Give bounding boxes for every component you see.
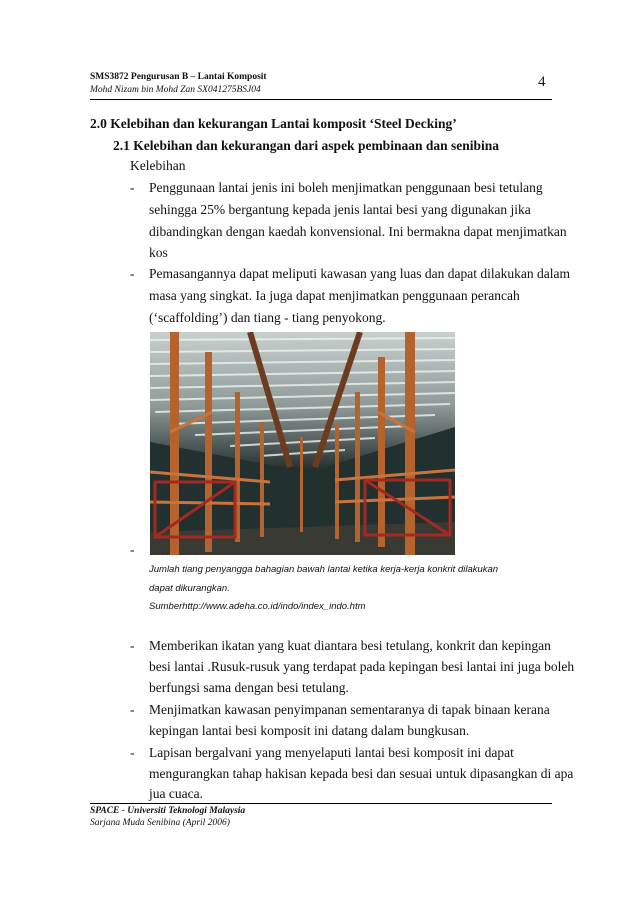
bullet-line: Memberikan ikatan yang kuat diantara besi tetulang, konkrit dan kepingan	[149, 638, 551, 653]
bullet-dash: -	[130, 638, 135, 653]
bullet-line: masa yang singkat. Ia juga dapat menjimatkan penggunaan perancah	[149, 288, 520, 303]
footer-rule	[90, 803, 552, 804]
section-subheading: 2.1 Kelebihan dan kekurangan dari aspek pembinaan dan senibina	[113, 138, 499, 153]
bullet-dash: -	[130, 702, 135, 717]
bullet-line: Menjimatkan kawasan penyimpanan sementaranya di tapak binaan kerana	[149, 702, 550, 717]
figure-caption: Jumlah tiang penyangga bahagian bawah lantai ketika kerja-kerja konkrit dilakukan	[149, 564, 499, 575]
header-rule	[90, 99, 552, 100]
bullet-line: Lapisan bergalvani yang menyelaputi lantai besi komposit ini dapat	[149, 745, 514, 760]
footer-program: Sarjana Muda Senibina (April 2006)	[90, 818, 230, 828]
bullet-line: kepingan lantai besi komposit ini datang dalam bungkusan.	[149, 723, 470, 738]
figure-source: Sumberhttp://www.adeha.co.id/indo/index_indo.htm	[149, 601, 366, 612]
footer-institution: SPACE - Universiti Teknologi Malaysia	[90, 806, 246, 816]
page-number: 4	[538, 74, 546, 90]
bullet-dash: -	[130, 266, 135, 281]
steel-decking-photo	[150, 332, 455, 555]
bullet-line: mengurangkan tahap hakisan kepada besi dan sesuai untuk dipasangkan di apa	[149, 766, 574, 781]
bullet-line: jua cuaca.	[149, 786, 203, 801]
header-author: Mohd Nizam bin Mohd Zan SX041275BSJ04	[90, 85, 261, 95]
bullet-line: (‘scaffolding’) dan tiang - tiang penyokong.	[149, 310, 386, 325]
bullet-line: berfungsi sama dengan besi tetulang.	[149, 680, 349, 695]
bullet-dash: -	[130, 180, 135, 195]
header-course-title: SMS3872 Pengurusan B – Lantai Komposit	[90, 72, 267, 82]
bullet-line: Penggunaan lantai jenis ini boleh menjimatkan penggunaan besi tetulang	[149, 180, 543, 195]
bullet-line: dibandingkan dengan kaedah konvensional. Ini bermakna dapat menjimatkan	[149, 224, 567, 239]
figure-caption: dapat dikurangkan.	[149, 583, 230, 594]
section-heading: 2.0 Kelebihan dan kekurangan Lantai komposit ‘Steel Decking’	[90, 116, 457, 131]
advantages-label: Kelebihan	[130, 158, 186, 173]
bullet-line: Pemasangannya dapat meliputi kawasan yang luas dan dapat dilakukan dalam	[149, 266, 570, 281]
bullet-dash: -	[130, 745, 135, 760]
image-bullet-dash: -	[130, 542, 135, 557]
bullet-line: sehingga 25% bergantung kepada jenis lantai besi yang digunakan jika	[149, 202, 531, 217]
bullet-line: besi lantai .Rusuk-rusuk yang terdapat pada kepingan besi lantai ini juga boleh	[149, 659, 575, 674]
bullet-line: kos	[149, 245, 168, 260]
